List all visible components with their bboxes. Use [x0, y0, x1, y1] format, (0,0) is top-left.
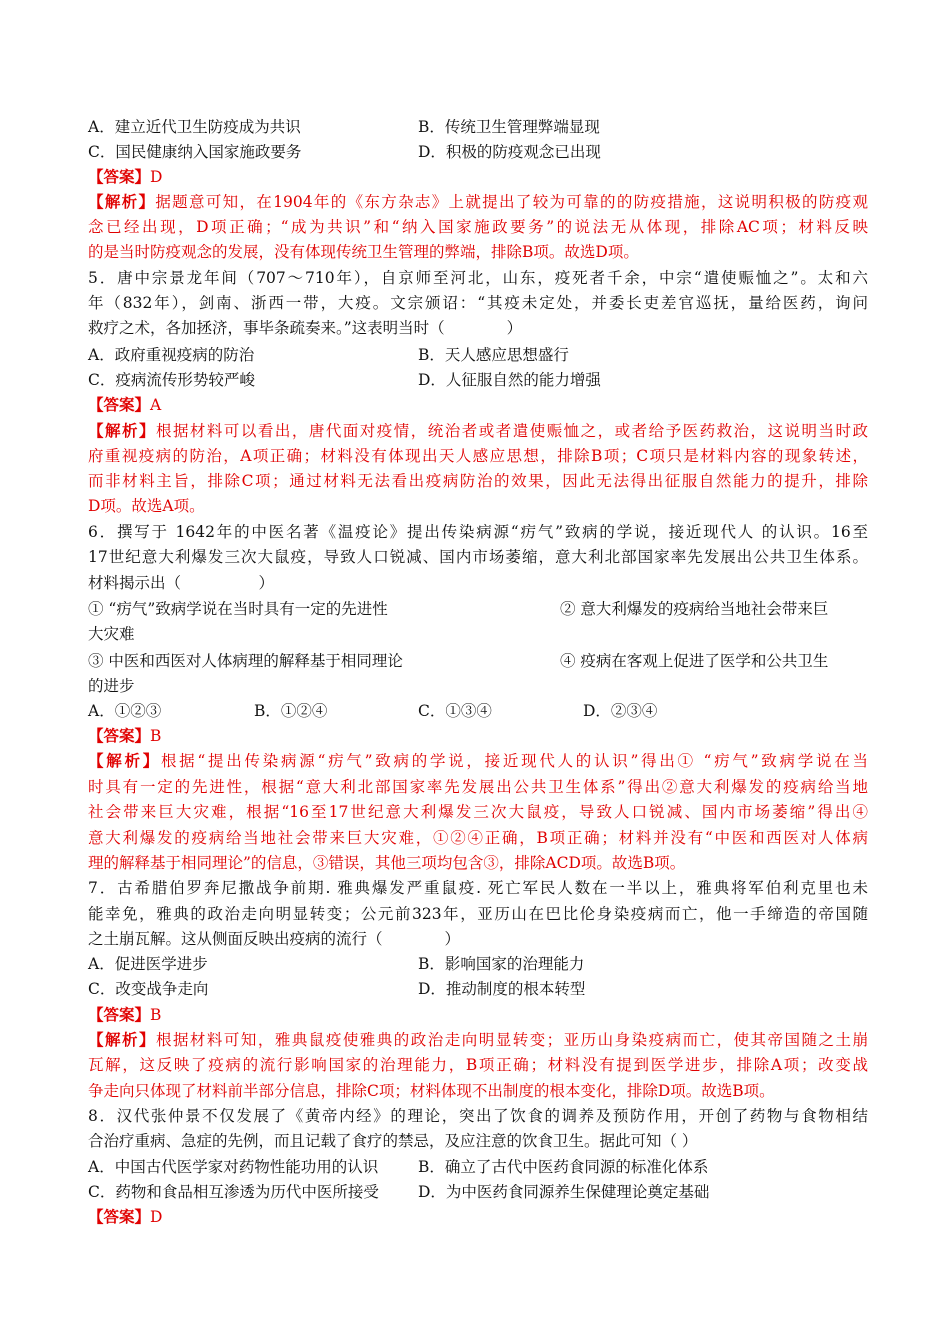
q4-option-c: C．国民健康纳入国家施政要务: [88, 143, 302, 161]
q8-answer: [88, 1207, 868, 1227]
answer-value: D: [150, 168, 163, 186]
q4-option-a: A．建立近代卫生防疫成为共识: [88, 118, 301, 136]
q5-option-d: D．人征服自然的能力增强: [418, 371, 601, 389]
q8-stem-line: 合治疗重病、急症的先例，而且记载了食疗的禁忌，及应注意的饮食卫生。据此可知（ ）: [88, 1132, 698, 1150]
q8-option-d: D．为中医药食同源养生保健理论奠定基础: [418, 1183, 710, 1201]
q5-analysis-line: D项。故选A项。: [88, 497, 205, 515]
q6-statement-2-cont: 大灾难: [88, 625, 135, 643]
q7-stem-line: 7．古希腊伯罗奔尼撒战争前期. 雅典爆发严重鼠疫. 死亡军民人数在一半以上，雅典将军伯利克里也未: [88, 879, 868, 897]
answer-tag: 【答案】: [88, 1207, 151, 1226]
q7-analysis-line: 争走向只体现了材料前半部分信息，排除C项；材料体现不出制度的根本变化，排除D项。故选B项。: [88, 1082, 775, 1100]
q4-answer: [88, 167, 868, 187]
q6-option-d: D．②③④: [583, 702, 658, 720]
q8-option-a: A．中国古代医学家对药物性能功用的认识: [88, 1158, 379, 1176]
q7-answer: [88, 1005, 868, 1025]
q4-analysis-line: 的是当时防疫观念的发展，没有体现传统卫生管理的弊端，排除B项。故选D项。: [88, 243, 639, 261]
q7-analysis-line: 瓦解，这反映了疫病的流行影响国家的治理能力，B项正确；材料没有提到医学进步，排除A项；改变战: [88, 1056, 868, 1074]
analysis-text: 根据材料可以看出，唐代面对疫情，统治者或者遣使赈恤之，或者给予医药救治，这说明当时政: [155, 422, 868, 440]
analysis-tag: 【解析】: [88, 421, 156, 440]
q5-analysis-line: 府重视疫病的防治，A项正确；材料没有体现出天人感应思想，排除B项；C项只是材料内容的现象转述，: [88, 447, 868, 465]
q6-stem-line: 材料揭示出（ ）: [88, 574, 275, 592]
q4-analysis-line: 念已经出现，D项正确；“成为共识”和“纳入国家施政要务”的说法无从体现，排除AC项；材料反映: [88, 218, 868, 236]
answer-value: A: [150, 396, 162, 414]
q6-statement-1: ① “疠气”致病学说在当时具有一定的先进性: [88, 600, 388, 618]
q4-option-b: B．传统卫生管理弊端显现: [418, 118, 600, 136]
q6-analysis-line: 理的解释基于相同理论”的信息，③错误，其他三项均包含③，排除ACD项。故选B项。: [88, 854, 686, 872]
q7-analysis-line: [88, 1030, 868, 1050]
q6-analysis-line: [88, 751, 868, 771]
q7-option-d: D．推动制度的根本转型: [418, 980, 586, 998]
q5-option-a: A．政府重视疫病的防治: [88, 346, 255, 364]
q5-stem-line: 年（832年），剑南、浙西一带，大疫。文宗颁诏：“其疫未定处，并委长吏差官巡抚，量给医药，询问: [88, 294, 868, 312]
q4-analysis-line: [88, 192, 868, 212]
q4-option-d: D．积极的防疫观念已出现: [418, 143, 601, 161]
q8-option-c: C．药物和食品相互渗透为历代中医所接受: [88, 1183, 379, 1201]
answer-tag: 【答案】: [88, 726, 151, 745]
q5-analysis-line: 而非材料主旨，排除C项；通过材料无法看出疫病防治的效果，因此无法得出征服自然能力的提升，排除: [88, 472, 868, 490]
answer-tag: 【答案】: [88, 1005, 151, 1024]
q7-option-c: C．改变战争走向: [88, 980, 209, 998]
q6-analysis-line: 意大利爆发的疫病给当地社会带来巨大灾难，①②④正确，B项正确；材料并没有“中医和西医对人体病: [88, 829, 868, 847]
q6-answer: [88, 726, 868, 746]
q6-analysis-line: 时具有一定的先进性，根据“意大利北部国家率先发展出公共卫生体系”得出②意大利爆发的疫病给当地: [88, 778, 868, 796]
answer-tag: 【答案】: [88, 395, 151, 414]
q6-analysis-line: 社会带来巨大灾难，根据“16至17世纪意大利爆发三次大鼠疫，导致人口锐减、国内市场萎缩”得出④: [88, 803, 868, 821]
q6-option-a: A．①②③: [88, 702, 162, 720]
q5-stem-line: 5．唐中宗景龙年间（707～710年），自京师至河北，山东，疫死者千余，中宗“遣使赈恤之”。太和六: [88, 269, 868, 287]
q7-option-a: A．促进医学进步: [88, 955, 208, 973]
answer-tag: 【答案】: [88, 167, 151, 186]
analysis-text: 根据“提出传染病源“疠气”致病的学说，接近现代人的认识”得出① “疠气”致病学说在当: [160, 752, 868, 770]
q6-statement-4-cont: 的进步: [88, 677, 135, 695]
q6-statement-4: ④ 疫病在客观上促进了医学和公共卫生: [560, 652, 829, 670]
q5-option-b: B．天人感应思想盛行: [418, 346, 569, 364]
q6-option-b: B．①②④: [254, 702, 328, 720]
q6-option-c: C．①③④: [418, 702, 492, 720]
answer-value: B: [150, 1006, 162, 1024]
q6-stem-line: 6．撰写于 1642年的中医名著《温疫论》提出传染病源“疠气”致病的学说，接近现代人 的认识。16至: [88, 523, 868, 541]
q5-option-c: C．疫病流传形势较严峻: [88, 371, 255, 389]
analysis-tag: 【解析】: [88, 751, 161, 770]
q8-option-b: B．确立了古代中医药食同源的标准化体系: [418, 1158, 709, 1176]
q5-answer: [88, 395, 868, 415]
q6-statement-3: ③ 中医和西医对人体病理的解释基于相同理论: [88, 652, 403, 670]
analysis-text: 据题意可知，在1904年的《东方杂志》上就提出了较为可靠的的防疫措施，这说明积极的防疫观: [155, 193, 868, 211]
answer-value: D: [150, 1208, 163, 1226]
q7-stem-line: 能幸免，雅典的政治走向明显转变；公元前323年，亚历山在巴比伦身染疫病而亡，他一手缔造的帝国随: [88, 905, 868, 923]
q6-statement-2: ② 意大利爆发的疫病给当地社会带来巨: [560, 600, 829, 618]
q7-option-b: B．影响国家的治理能力: [418, 955, 585, 973]
q6-stem-line: 17世纪意大利爆发三次大鼠疫，导致人口锐减、国内市场萎缩，意大利北部国家率先发展出公共卫生体系。: [88, 548, 868, 566]
analysis-tag: 【解析】: [88, 192, 156, 211]
q7-stem-line: 之土崩瓦解。这从侧面反映出疫病的流行（ ）: [88, 930, 461, 948]
q8-stem-line: 8．汉代张仲景不仅发展了《黄帝内经》的理论，突出了饮食的调养及预防作用，开创了药物与食物相结: [88, 1107, 868, 1125]
q5-analysis-line: [88, 421, 868, 441]
analysis-tag: 【解析】: [88, 1030, 156, 1049]
q5-stem-line: 救疗之术，各加拯济，事毕条疏奏来。”这表明当时（ ）: [88, 319, 523, 337]
analysis-text: 根据材料可知，雅典鼠疫使雅典的政治走向明显转变；亚历山身染疫病而亡，使其帝国随之土崩: [155, 1031, 868, 1049]
answer-value: B: [150, 727, 162, 745]
